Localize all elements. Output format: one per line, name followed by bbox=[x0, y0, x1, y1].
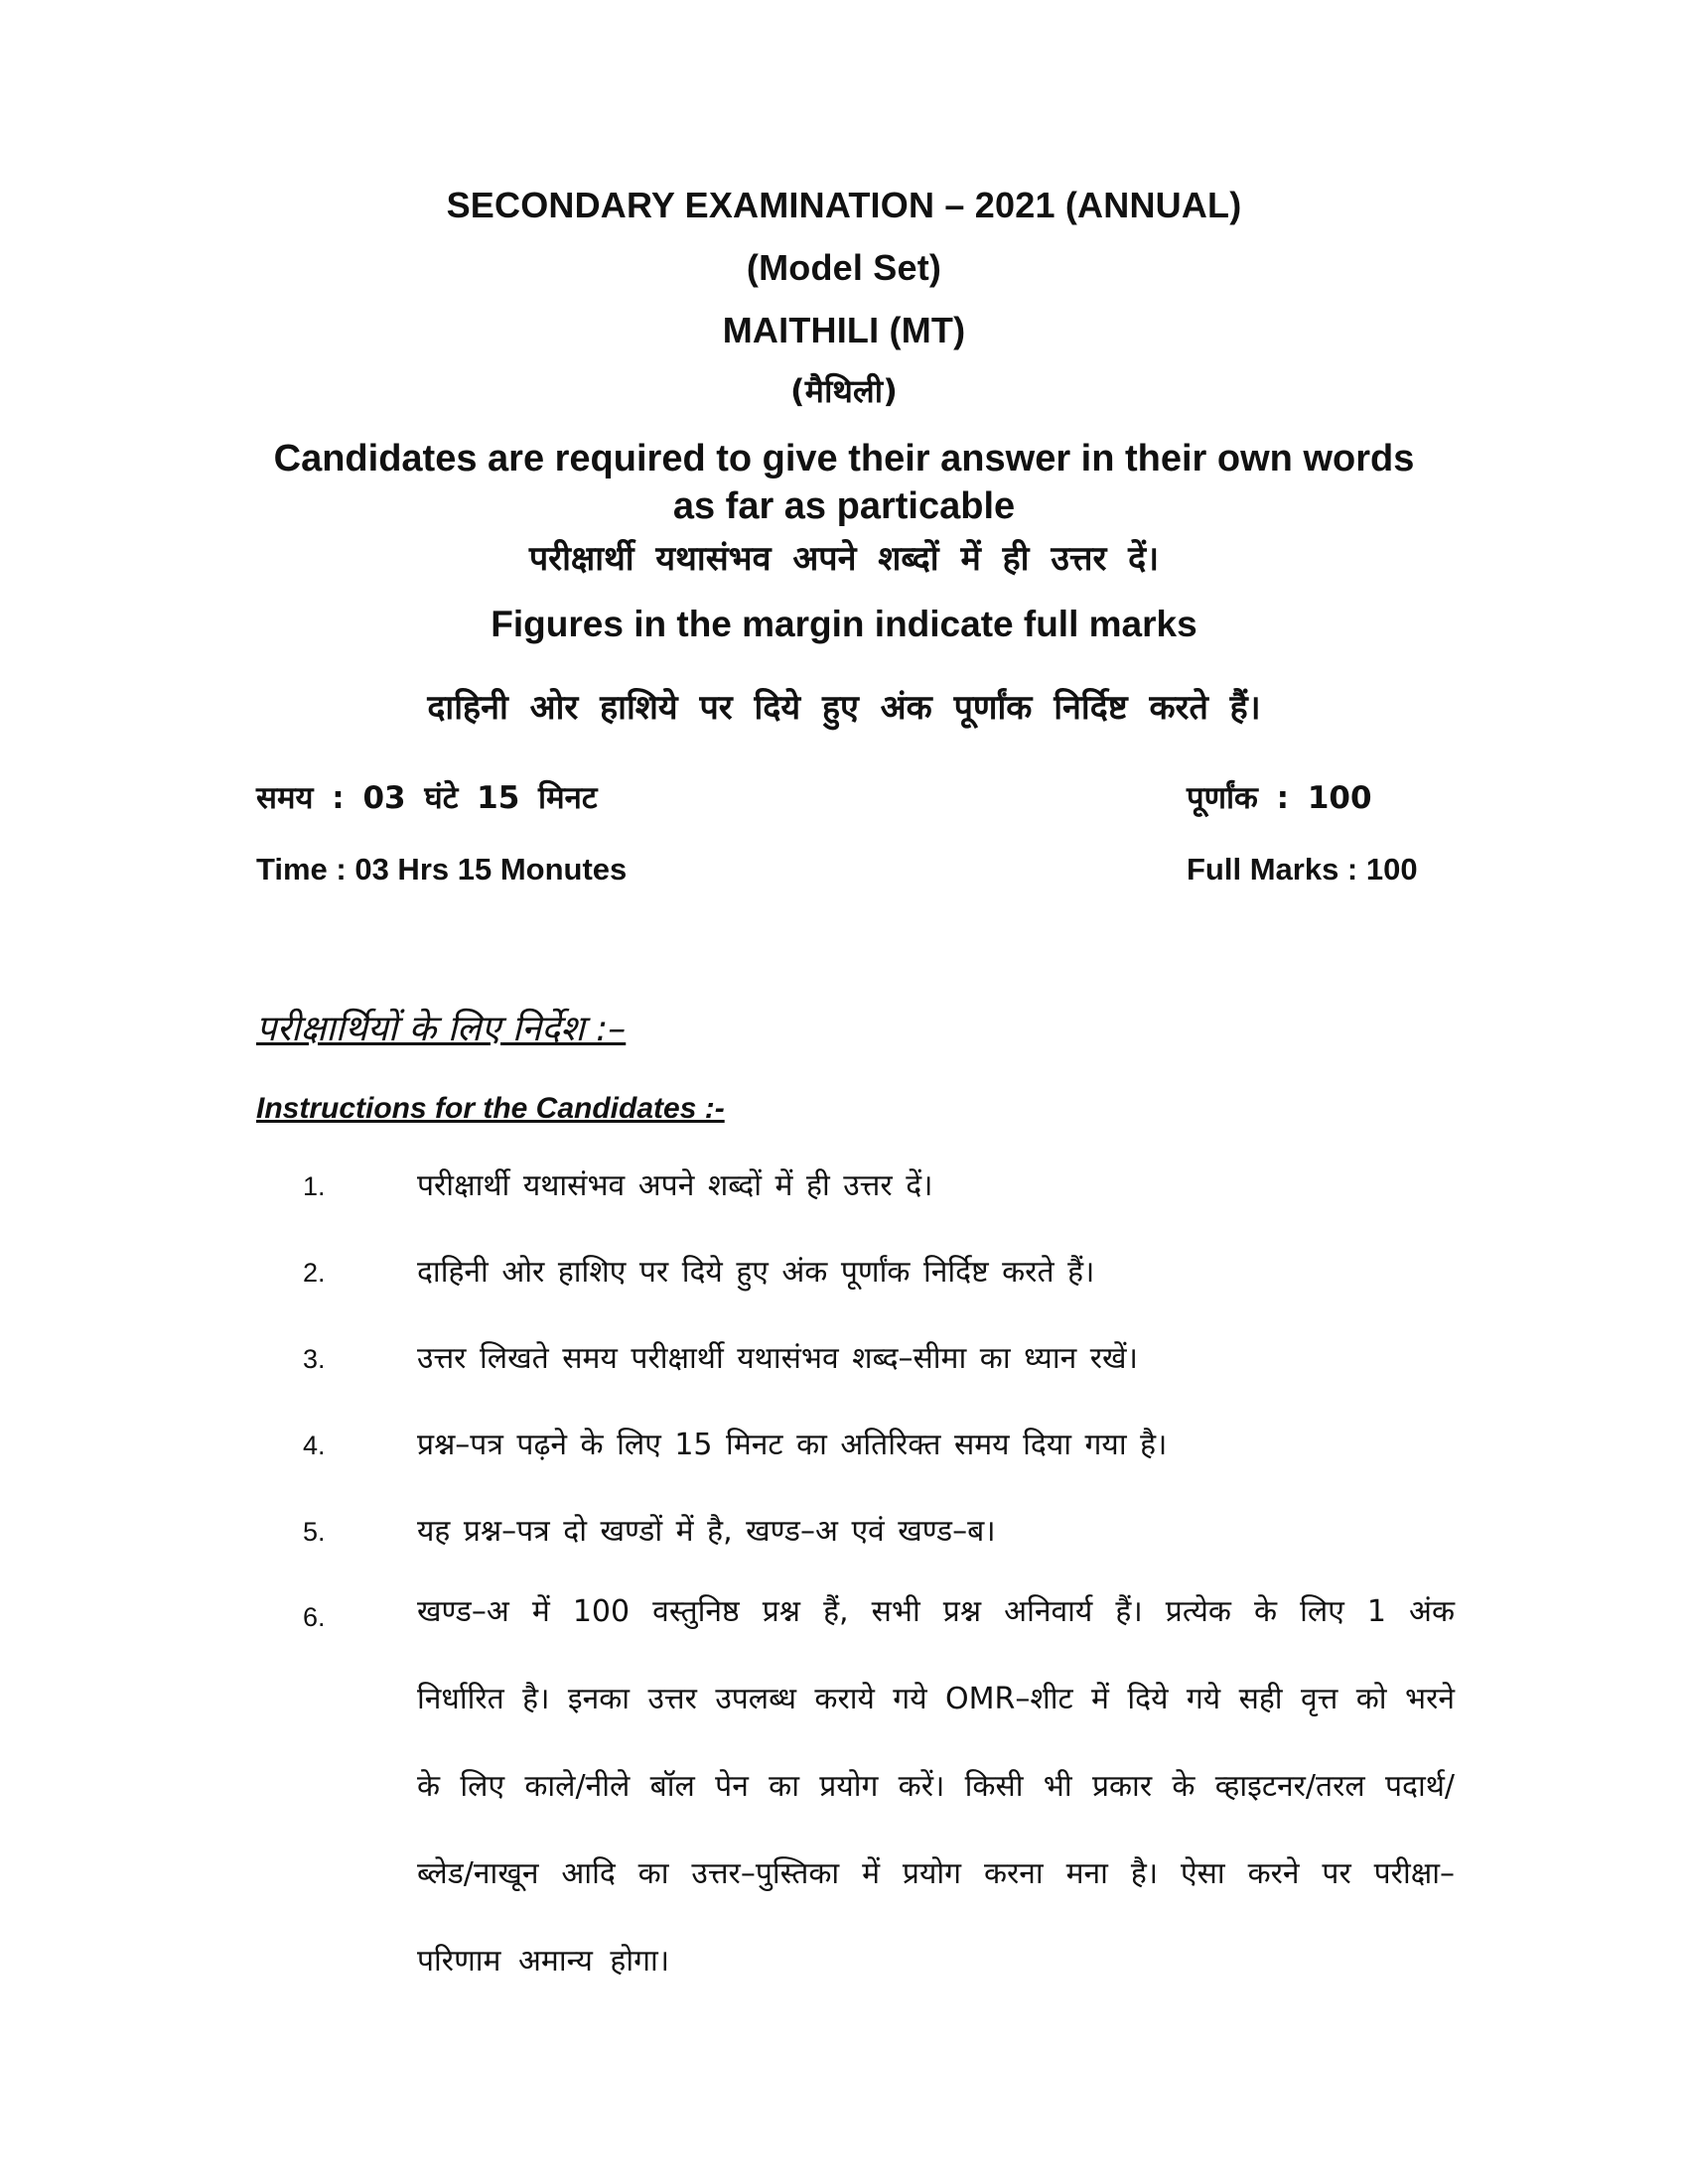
time-hindi: समय : 03 घंटे 15 मिनट bbox=[256, 780, 598, 816]
full-marks-hindi: पूर्णांक : 100 bbox=[1187, 780, 1372, 816]
instruction-text: प्रश्न–पत्र पढ़ने के लिए 15 मिनट का अतिरिक्त समय दिया गया है। bbox=[417, 1428, 1168, 1462]
instruction-number: 2. bbox=[303, 1258, 326, 1288]
model-set-label: (Model Set) bbox=[746, 247, 942, 288]
subject-title-hindi: (मैथिली) bbox=[789, 372, 899, 410]
marks-note-en: Figures in the margin indicate full marks bbox=[491, 604, 1197, 644]
exam-title: SECONDARY EXAMINATION – 2021 (ANNUAL) bbox=[446, 185, 1242, 225]
own-words-note-hi: परीक्षार्थी यथासंभव अपने शब्दों में ही उत्तर दें। bbox=[528, 539, 1160, 579]
subject-title: MAITHILI (MT) bbox=[722, 310, 966, 350]
instruction-number: 1. bbox=[303, 1171, 326, 1201]
instruction-text: यह प्रश्न–पत्र दो खण्डों में है, खण्ड–अ एवं खण्ड–ब। bbox=[417, 1514, 996, 1549]
instruction-number: 6. bbox=[303, 1602, 326, 1632]
instruction-number: 3. bbox=[303, 1344, 326, 1374]
instruction-text: खण्ड–अ में 100 वस्तुनिष्ठ प्रश्न हैं, सभी प्रश्न अनिवार्य हैं। प्रत्येक के लिए 1 अंक निर्धारित है। इनका उत्तर उपलब्ध कराये गये OMR–शीट में दिये गये सही वृत्त को भरने के लिए काले/नीले बॉल पेन का प्रयोग करें। किसी भी प्रकार के व्हाइटनर/तरल पदार्थ/ब्लेड/नाखून आदि का उत्तर–पुस्तिका में प्रयोग करना मना है। ऐसा करने पर परीक्षा–परिणाम अमान्य होगा। bbox=[417, 1594, 1455, 1979]
instruction-text: उत्तर लिखते समय परीक्षार्थी यथासंभव शब्द–सीमा का ध्यान रखें। bbox=[417, 1341, 1138, 1376]
instructions-heading-hindi: परीक्षार्थियों के लिए निर्देश :– bbox=[256, 1009, 627, 1049]
instructions-heading-english: Instructions for the Candidates :- bbox=[256, 1092, 725, 1125]
marks-note-hi: दाहिनी ओर हाशिये पर दिये हुए अंक पूर्णांक निर्दिष्ट करते हैं। bbox=[427, 688, 1261, 728]
instruction-number: 4. bbox=[303, 1431, 326, 1460]
own-words-note-en: Candidates are required to give their answer in their own words as far as particable bbox=[273, 438, 1415, 527]
instruction-number: 5. bbox=[303, 1517, 326, 1547]
instruction-text: परीक्षार्थी यथासंभव अपने शब्दों में ही उत्तर दें। bbox=[417, 1168, 933, 1203]
time-english: Time : 03 Hrs 15 Monutes bbox=[256, 852, 628, 887]
instruction-text: दाहिनी ओर हाशिए पर दिये हुए अंक पूर्णांक निर्दिष्ट करते हैं। bbox=[417, 1255, 1095, 1290]
full-marks-english: Full Marks : 100 bbox=[1187, 852, 1418, 887]
